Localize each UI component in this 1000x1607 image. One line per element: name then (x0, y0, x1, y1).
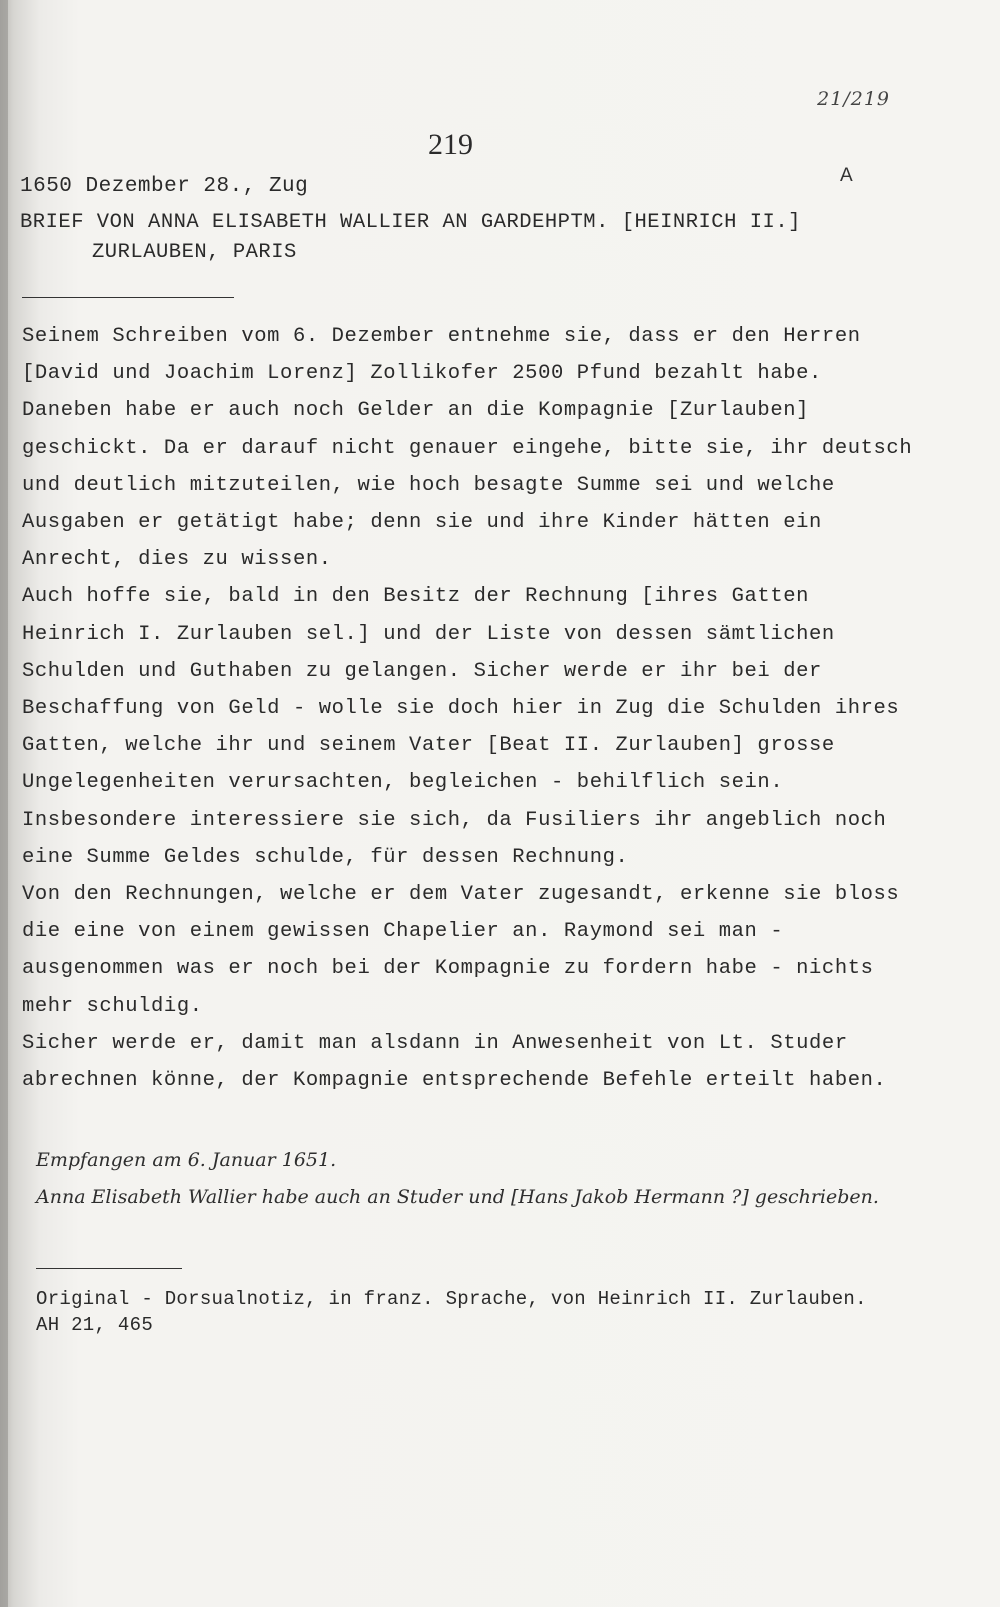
summary-paragraph-1: Seinem Schreiben vom 6. Dezember entnehme sie, dass er den Herren [David und Joachim Lorenz] Zollikofer 2500 Pfund bezahlt habe. Daneben habe er auch noch Gelder an die Kompagnie [Zurlauben] geschickt. Da er darauf nicht genauer eingehe, bitte sie, ihr deutsch und deutlich mitzuteilen, wie hoch besagte Summe sei und welche Ausgaben er getätigt habe; denn sie und ihre Kinder hätten ein Anrecht, dies zu wissen. (22, 325, 913, 572)
archive-reference: 21/219 (817, 88, 890, 110)
page-number: 219 (428, 128, 473, 161)
remark-note: Anna Elisabeth Wallier habe auch an Studer und [Hans Jakob Hermann ?] geschrieben. (36, 1186, 879, 1208)
summary-paragraph-4: Sicher werde er, damit man alsdann in Anwesenheit von Lt. Studer abrechnen könne, der Kompagnie entsprechende Befehle erteilt haben. (22, 1031, 887, 1093)
title-line-1: BRIEF VON ANNA ELISABETH WALLIER AN GARDEHPTM. [HEINRICH II.] (20, 211, 801, 234)
source-footnote (36, 1286, 916, 1338)
title-divider (22, 297, 234, 298)
received-note: Empfangen am 6. Januar 1651. (36, 1149, 337, 1171)
handwritten-notes (36, 1142, 916, 1216)
letter-summary (22, 318, 922, 1099)
footnote-line-1: Original - Dorsualnotiz, in franz. Sprache, von Heinrich II. Zurlauben. (36, 1288, 867, 1310)
footnote-divider (36, 1268, 182, 1269)
variant-letter: A (840, 165, 853, 186)
document-title (20, 208, 920, 268)
summary-paragraph-3: Von den Rechnungen, welche er dem Vater zugesandt, erkenne sie bloss die eine von einem gewissen Chapelier an. Raymond sei man - ausgenommen was er noch bei der Kompagnie zu fordern habe - nichts mehr schuldig. (22, 883, 900, 1018)
title-line-2: ZURLAUBEN, PARIS (92, 241, 297, 264)
date-place-line: 1650 Dezember 28., Zug (20, 175, 309, 198)
footnote-line-2: AH 21, 465 (36, 1314, 154, 1336)
summary-paragraph-2: Auch hoffe sie, bald in den Besitz der Rechnung [ihres Gatten Heinrich I. Zurlauben sel.] und der Liste von dessen sämtlichen Schulden und Guthaben zu gelangen. Sicher werde er ihr bei der Beschaffung von Geld - wolle sie doch hier in Zug die Schulden ihres Gatten, welche ihr und seinem Vater [Beat II. Zurlauben] grosse Ungelegenheiten verursachten, begleichen - behilflich sein. Insbesondere interessiere sie sich, da Fusiliers ihr angeblich noch eine Summe Geldes schulde, für dessen Rechnung. (22, 585, 900, 869)
binding-shadow (0, 0, 8, 1607)
